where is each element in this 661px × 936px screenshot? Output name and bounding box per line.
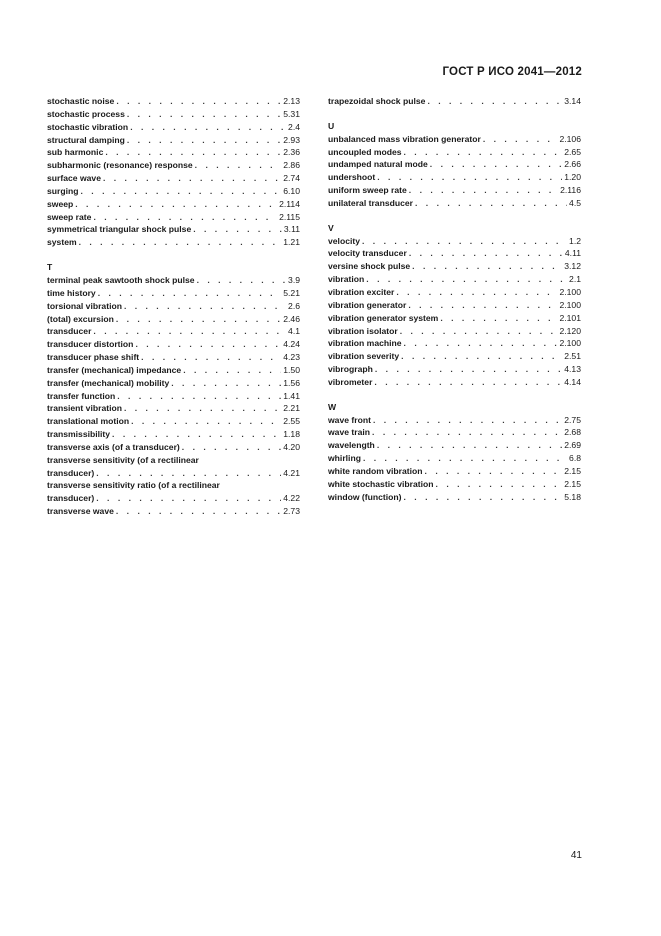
index-reference: 2.36 [283,147,300,158]
leader-dots [103,172,281,185]
index-entry [328,235,581,248]
index-term: transfer (mechanical) impedance [47,364,182,375]
index-reference: 2.86 [283,160,300,171]
index-term: velocity [328,235,361,246]
index-term: time history [47,287,96,298]
index-term: symmetrical triangular shock pulse [47,224,192,235]
index-reference: 2.114 [279,198,300,209]
leader-dots [98,287,282,300]
index-entry [47,338,300,351]
index-entry [47,287,300,300]
index-reference: 2.4 [288,121,300,132]
index-group-w [328,414,581,504]
leader-dots [96,492,281,505]
index-term: vibration isolator [328,325,398,336]
index-entry [328,491,581,504]
index-term: vibrometer [328,376,373,387]
index-entry [47,211,300,224]
index-reference: 1.56 [283,377,300,388]
index-term: vibration machine [328,338,402,349]
index-group-v [328,235,581,389]
index-entry [47,415,300,428]
index-reference: 4.22 [283,493,300,504]
leader-dots [374,376,562,389]
leader-dots [182,441,281,454]
index-reference: 2.100 [559,286,581,297]
leader-dots [116,505,281,518]
index-term: (total) excursion [47,313,114,324]
leader-dots [124,402,281,415]
leader-dots [377,171,562,184]
leader-dots [79,236,282,249]
index-term: transfer function [47,390,116,401]
leader-dots [412,260,562,273]
index-term: wave train [328,427,371,438]
leader-dots [363,452,567,465]
index-term: system [47,237,77,248]
document-header: ГОСТ Р ИСО 2041—2012 [442,66,582,78]
index-reference: 2.68 [564,427,581,438]
index-entry [328,260,581,273]
leader-dots [366,273,567,286]
index-letter-t: T [47,262,53,273]
index-term: wave front [328,414,371,425]
index-term: wavelength [328,440,375,451]
index-entry [47,159,300,172]
index-reference: 3.12 [564,261,581,272]
leader-dots [75,198,277,211]
leader-dots [427,95,562,108]
index-reference: 4.24 [283,339,300,350]
index-reference: 2.106 [559,133,581,144]
index-entry [47,505,300,518]
index-term: unbalanced mass vibration generator [328,133,481,144]
leader-dots [171,377,281,390]
index-reference: 1.18 [283,429,300,440]
index-term-line: transverse sensitivity (of a rectilinear [47,454,199,465]
leader-dots [112,428,281,441]
index-entry [328,133,581,146]
index-entry [47,364,300,377]
index-entry [47,134,300,147]
leader-dots [396,286,557,299]
index-reference: 2.13 [283,96,300,106]
index-term: subharmonic (resonance) response [47,160,193,171]
index-entry [47,492,300,505]
leader-dots [131,415,281,428]
index-term: transient vibration [47,403,122,414]
index-entry [47,428,300,441]
leader-dots [195,159,282,172]
index-entry [47,108,300,121]
index-group-u [328,133,581,210]
index-reference: 2.65 [564,146,581,157]
leader-dots [124,300,286,313]
index-term: vibrograph [328,364,373,375]
leader-dots [372,426,562,439]
index-group-s [47,95,300,249]
leader-dots [404,146,563,159]
index-entry [47,441,300,454]
index-term: vibration generator system [328,312,439,323]
index-reference: 2.66 [564,159,581,170]
index-reference: 4.1 [288,326,300,337]
index-term: undershoot [328,172,376,183]
index-term: window (function) [328,491,402,502]
index-entry [328,363,581,376]
index-reference: 3.11 [283,224,300,235]
index-term: sweep [47,198,74,209]
index-reference: 2.21 [283,403,300,414]
index-term: transducer distortion [47,339,134,350]
page-number: 41 [570,850,582,861]
leader-dots [425,465,563,478]
leader-dots [96,467,281,480]
index-reference: 2.93 [283,134,300,145]
leader-dots [362,235,567,248]
index-entry [47,198,300,211]
index-reference: 2.55 [283,416,300,427]
index-reference: 1.21 [283,237,300,248]
index-entry [47,467,300,480]
index-letter-w: W [328,401,337,412]
index-entry [328,247,581,260]
index-reference: 6.8 [569,453,581,464]
leader-dots [193,223,282,236]
index-term: white stochastic vibration [328,478,434,489]
index-entry [47,274,300,287]
index-entry [47,172,300,185]
index-entry [328,158,581,171]
index-entry [47,390,300,403]
index-entry [47,95,300,108]
index-term: unilateral transducer [328,197,414,208]
index-entry [328,337,581,350]
index-reference: 4.23 [283,352,300,363]
index-reference: 4.13 [564,364,581,375]
leader-dots [127,134,281,147]
leader-dots [93,211,277,224]
index-entry [47,121,300,134]
index-reference: 5.18 [564,491,581,502]
leader-dots [141,351,281,364]
index-term: transducer [47,326,92,337]
index-term: vibration [328,274,365,285]
index-reference: 1.2 [569,235,581,246]
index-group-t-multiline [47,454,300,505]
index-entry [47,146,300,159]
leader-dots [116,313,281,326]
index-entry [328,95,581,108]
leader-dots [105,146,281,159]
index-entry [328,312,581,325]
leader-dots [409,247,563,260]
index-reference: 2.46 [283,313,300,324]
index-term: transverse wave [47,506,114,517]
index-reference: 6.10 [283,185,300,196]
leader-dots [116,95,281,108]
index-entry [47,377,300,390]
index-term: transverse axis (of a transducer) [47,441,180,452]
index-entry [328,184,581,197]
index-term: transducer) [47,493,95,504]
index-group-t-cont [328,95,581,108]
index-entry [328,197,581,210]
index-group-t [47,274,300,454]
leader-dots [127,108,281,121]
index-entry [47,325,300,338]
index-reference: 4.20 [283,441,300,452]
index-entry [328,325,581,338]
leader-dots [93,325,286,338]
index-reference: 4.5 [569,197,581,208]
index-term: stochastic process [47,108,125,119]
index-reference: 2.6 [288,300,300,311]
index-reference: 2.100 [559,299,581,310]
index-term: sub harmonic [47,147,104,158]
index-column-left [47,95,300,518]
leader-dots [483,133,558,146]
index-entry [47,402,300,415]
index-reference: 4.11 [564,248,581,259]
index-reference: 2.1 [569,274,581,285]
index-entry [328,439,581,452]
index-term: uncoupled modes [328,146,402,157]
index-entry [328,171,581,184]
index-reference: 3.9 [288,274,300,285]
index-reference: 1.41 [283,390,300,401]
index-term: stochastic noise [47,96,115,106]
index-reference: 2.15 [564,465,581,476]
leader-dots [409,184,558,197]
index-term: vibration exciter [328,286,395,297]
index-entry [328,286,581,299]
leader-dots [130,121,286,134]
index-entry [328,376,581,389]
index-term: transmissibility [47,429,111,440]
index-term: surging [47,185,79,196]
index-entry [328,350,581,363]
index-entry [328,146,581,159]
leader-dots [436,478,563,491]
leader-dots [373,414,562,427]
leader-dots [430,158,562,171]
index-entry [328,465,581,478]
index-column-right [328,95,581,503]
index-entry [47,223,300,236]
index-term: terminal peak sawtooth shock pulse [47,274,195,285]
index-reference: 2.69 [564,440,581,451]
index-letter-v: V [328,222,334,233]
index-term: undamped natural mode [328,159,428,170]
index-reference: 2.51 [564,351,581,362]
leader-dots [117,390,281,403]
leader-dots [401,350,562,363]
index-term: stochastic vibration [47,121,129,132]
index-entry [47,236,300,249]
index-reference: 2.100 [559,338,581,349]
index-entry [47,185,300,198]
index-term: translational motion [47,416,130,427]
index-reference: 4.14 [564,376,581,387]
index-entry [328,414,581,427]
leader-dots [377,439,562,452]
index-term: vibration generator [328,299,407,310]
index-reference: 2.15 [564,478,581,489]
index-term: velocity transducer [328,248,407,259]
index-entry [328,452,581,465]
leader-dots [135,338,281,351]
index-term: transducer phase shift [47,352,140,363]
index-reference: 4.21 [283,467,300,478]
index-reference: 3.14 [564,96,581,106]
index-term: white random vibration [328,465,423,476]
index-reference: 2.120 [559,325,581,336]
index-term: uniform sweep rate [328,185,407,196]
index-term: whirling [328,453,361,464]
index-reference: 1.20 [564,172,581,183]
index-reference: 2.75 [564,414,581,425]
index-term: transfer (mechanical) mobility [47,377,170,388]
leader-dots [197,274,286,287]
index-term: structural damping [47,134,125,145]
index-term: surface wave [47,173,101,184]
leader-dots [81,185,282,198]
leader-dots [400,325,558,338]
leader-dots [404,491,563,504]
index-entry [328,478,581,491]
leader-dots [408,299,557,312]
index-reference: 2.101 [559,312,581,323]
index-entry [47,313,300,326]
index-entry [328,273,581,286]
index-term-line: transverse sensitivity ratio (of a rectilinear [47,480,220,491]
index-entry [47,351,300,364]
index-entry [328,426,581,439]
leader-dots [415,197,567,210]
index-letter-u: U [328,120,335,131]
index-entry [47,300,300,313]
index-term: versine shock pulse [328,261,411,272]
leader-dots [183,364,281,377]
index-reference: 1.50 [283,364,300,375]
index-entry [328,299,581,312]
index-term: trapezoidal shock pulse [328,96,426,106]
index-term: sweep rate [47,211,92,222]
leader-dots [375,363,562,376]
index-reference: 5.31 [283,108,300,119]
index-reference: 5.21 [283,287,300,298]
index-term: torsional vibration [47,300,122,311]
index-term: vibration severity [328,351,400,362]
index-reference: 2.73 [283,506,300,517]
leader-dots [440,312,557,325]
leader-dots [404,337,558,350]
index-reference: 2.115 [279,211,300,222]
index-reference: 2.74 [283,173,300,184]
index-term: transducer) [47,467,95,478]
index-reference: 2.116 [560,185,581,196]
